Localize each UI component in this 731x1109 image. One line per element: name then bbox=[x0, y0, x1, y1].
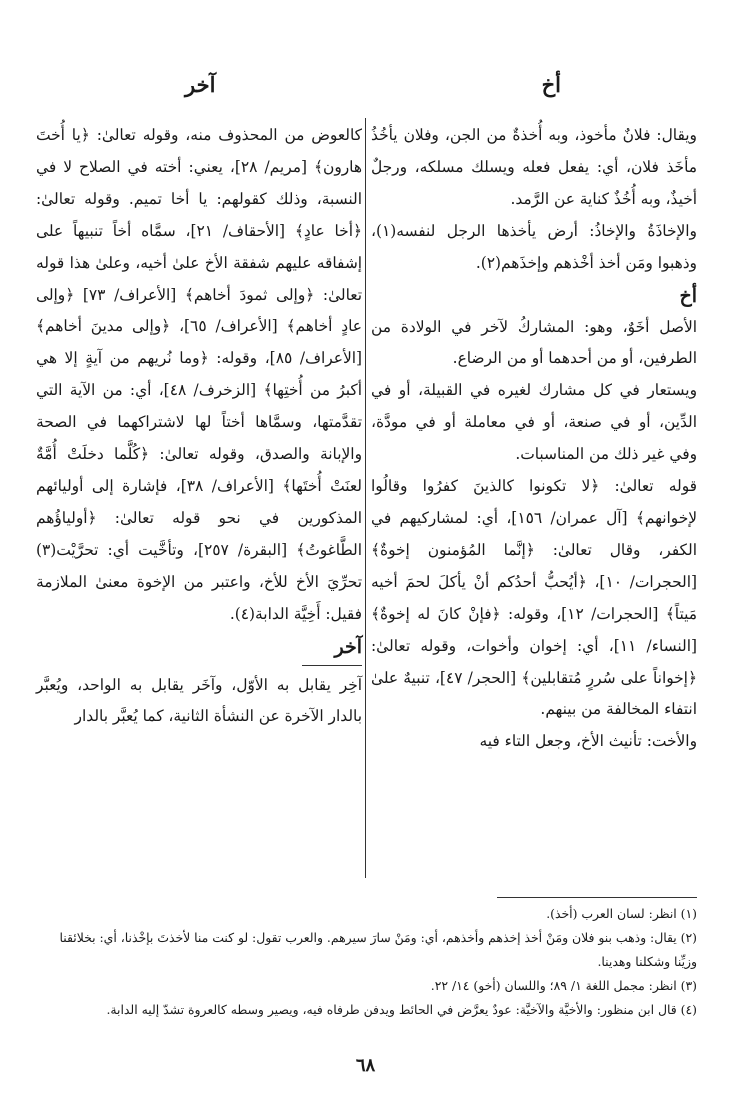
entry-heading: آخر bbox=[334, 635, 362, 658]
right-column bbox=[371, 120, 697, 758]
footnotes bbox=[33, 902, 697, 1022]
paragraph: والأخت: تأنيث الأخ، وجعل التاء فيه bbox=[479, 732, 697, 751]
footnote: (١) انظر: لسان العرب (أخذ). bbox=[546, 906, 697, 921]
paragraph: والإخاذَةُ والإخاذُ: أرض يأخذها الرجل لنفسه(١)، وذهبوا ومَن أخذ أخْذهم وإخذَهم(٢). bbox=[371, 221, 697, 272]
page-number: ٦٨ bbox=[355, 1055, 376, 1076]
paragraph: الأصل أخَوٌ، وهو: المشاركُ لآخر في الولادة من الطرفين، أو من أحدهما أو من الرضاع. bbox=[371, 317, 697, 368]
column-divider bbox=[365, 118, 366, 878]
paragraph: قوله تعالىٰ: ﴿لا تكونوا كالذينَ كفرُوا وقالُوا لإخوانهم﴾ [آل عمران/ ١٥٦]، أي: لمشاركيهم في الكفر، وقال تعالىٰ: ﴿إنَّما المُؤمنون إخوةٌ﴾ [الحجرات/ ١٠]، ﴿أيُحبُّ أحدُكم أنْ يأكلَ لحمَ أخيه مَيتاً﴾ [الحجرات/ ١٢]، وقوله: ﴿فإنْ كانَ له إخوةٌ﴾ [النساء/ ١١]، أي: إخوان وأخوات، وقوله تعالىٰ: ﴿إخواناً على سُررٍ مُتقابلين﴾ [الحجر/ ٤٧]، تنبيهٌ علىٰ انتفاء المخالفة من بينهم. bbox=[371, 477, 698, 719]
paragraph: آخِر يقابل به الأوّل، وآخَر يقابل به الواحد، ويُعبَّر بالدار الآخرة عن النشأة الثانية، كما يُعبَّر بالدار bbox=[36, 675, 362, 726]
paragraph: ويستعار في كل مشارك لغيره في القبيلة، أو في الدِّين، أو في صنعة، أو في معاملة أو في مودَّة، وفي غير ذلك من المناسبات. bbox=[371, 381, 697, 464]
paragraph: ويقال: فلانٌ مأخوذ، وبه أُخذةٌ من الجن، وفلان يأخُذُ مأخَذ فلان، أي: يفعل فعله ويسلك مسلكه، ورجلٌ أخيذٌ، وبه أُخُذٌ كناية عن الرَّمد. bbox=[371, 126, 697, 208]
footnote: (٢) يقال: وذهب بنو فلان ومَنْ أخذ إخذهم وأخذهم، أي: ومَنْ سارَ سيرهم. والعرب تقول: لو كنت منا لأخذتَ بإخْذنا، أي: بخلائقنا وزيِّنا وشكلنا وهدينا. bbox=[59, 930, 697, 969]
paragraph: كالعوض من المحذوف منه، وقوله تعالىٰ: ﴿يا أُختَ هارون﴾ [مريم/ ٢٨]، يعني: أخته في الصلاح لا في النسبة، وذلك كقولهم: يا أخا تميم. وقوله تعالىٰ: ﴿أخا عادٍ﴾ [الأحقاف/ ٢١]، سمَّاه أخاً تنبيهاً على إشفاقه عليهم شفقة الأخ علىٰ أخيه، وعلىٰ هذا قوله تعالىٰ: ﴿وإلى ثمودَ أخاهم﴾ [الأعراف/ ٧٣] ﴿وإلى عادٍ أخاهم﴾ [الأعراف/ ٦٥]، ﴿وإلى مدينَ أخاهم﴾ [الأعراف/ ٨٥]، وقوله: ﴿وما نُريهم من آيةٍ إلا هي أكبرُ من أُختِها﴾ [الزخرف/ ٤٨]، أي: من الآية التي تقدَّمتها، وسمَّاها أختاً لها لاشتراكهما في الصحة والإبانة والصدق، وقوله تعالىٰ: ﴿كُلَّما دخلَتْ أُمَّةٌ لعنَتْ أُختَها﴾ [الأعراف/ ٣٨]، فإشارة إلى أوليائهم المذكورين في نحو قوله تعالىٰ: ﴿أولياؤُهم الطَّاغوتُ﴾ [البقرة/ ٢٥٧]، وتأخَّيت أي: تحرَّيْت(٣) تحرِّيَ الأخ للأخ، واعتبر من الإخوة معنىٰ الملازمة فقيل: أَخِيَّة الدابة(٤). bbox=[36, 126, 363, 623]
entry-underline bbox=[302, 665, 362, 666]
footnote: (٣) انظر: مجمل اللغة ١/ ٨٩؛ واللسان (أخو) ١٤/ ٢٢. bbox=[430, 978, 697, 993]
entry-heading: أخ bbox=[679, 284, 697, 307]
footnote-separator bbox=[497, 897, 697, 898]
left-column bbox=[36, 120, 362, 733]
footnote: (٤) قال ابن منظور: والأخيَّة والآخيَّة: عودٌ يعرَّض في الحائط ويدفن طرفاه فيه، ويصير وسطه كالعروة تشدّ إليه الدابة. bbox=[106, 1002, 697, 1017]
running-header-right: أخ bbox=[541, 72, 561, 97]
running-header-left: آخر bbox=[185, 72, 216, 97]
